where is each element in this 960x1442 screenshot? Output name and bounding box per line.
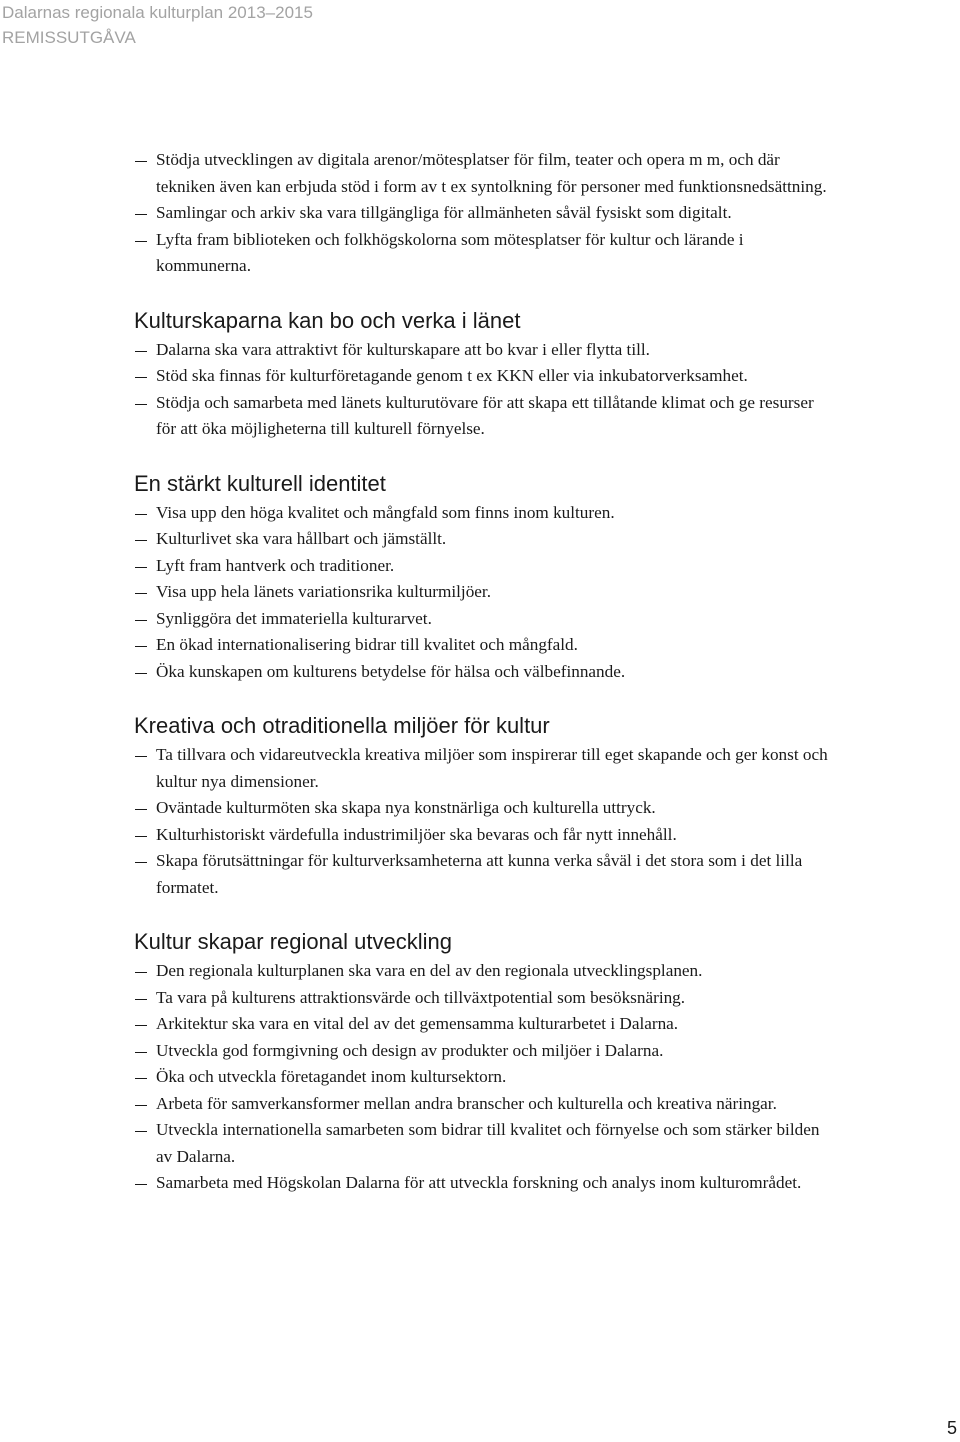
list-item bbox=[134, 742, 834, 795]
page-number: 5 bbox=[946, 1418, 957, 1438]
document-title: Dalarnas regionala kulturplan 2013–2015 bbox=[2, 3, 313, 22]
list-item-text: Visa upp den höga kvalitet och mångfald som finns inom kulturen. bbox=[156, 502, 615, 522]
list-item-text: Öka och utveckla företagandet inom kultursektorn. bbox=[156, 1067, 507, 1086]
dash-bullet-icon bbox=[135, 377, 147, 378]
dash-bullet-icon bbox=[135, 593, 147, 594]
dash-bullet-icon bbox=[135, 836, 147, 837]
dash-bullet-icon bbox=[135, 1105, 147, 1106]
list-item-text: Arbeta för samverkansformer mellan andra branscher och kulturella och kreativa näringar. bbox=[156, 1093, 777, 1113]
list-item-text: Dalarna ska vara attraktivt för kulturskapare att bo kvar i eller flytta till. bbox=[156, 339, 650, 359]
list-item-text: Stöd ska finnas för kulturföretagande genom t ex KKN eller via inkubatorverksamhet. bbox=[156, 366, 748, 385]
list-item bbox=[134, 1117, 834, 1170]
list-item bbox=[134, 526, 834, 553]
list-item-text: Oväntade kulturmöten ska skapa nya konstnärliga och kulturella uttryck. bbox=[156, 798, 656, 817]
dash-bullet-icon bbox=[135, 1131, 147, 1132]
list-item bbox=[134, 227, 834, 280]
list-item bbox=[134, 985, 834, 1012]
dash-bullet-icon bbox=[135, 214, 147, 215]
dash-bullet-icon bbox=[135, 809, 147, 810]
dash-bullet-icon bbox=[135, 1078, 147, 1079]
list-item bbox=[134, 500, 834, 527]
list-item bbox=[134, 632, 834, 659]
dash-bullet-icon bbox=[135, 241, 147, 242]
bullet-list bbox=[134, 958, 834, 1197]
dash-bullet-icon bbox=[135, 161, 147, 162]
dash-bullet-icon bbox=[135, 1052, 147, 1053]
list-item-text: Synliggöra det immateriella kulturarvet. bbox=[156, 608, 432, 628]
section bbox=[134, 711, 834, 901]
section bbox=[134, 469, 834, 686]
list-item-text: Stödja och samarbeta med länets kulturutövare för att skapa ett tillåtande klimat och ge resurser för att öka möjligheterna till kulturell förnyelse. bbox=[156, 392, 814, 438]
list-item-text: Den regionala kulturplanen ska vara en del av den regionala utvecklingsplanen. bbox=[156, 961, 703, 980]
list-item bbox=[134, 1064, 834, 1091]
list-item bbox=[134, 1091, 834, 1118]
list-item bbox=[134, 848, 834, 901]
dash-bullet-icon bbox=[135, 351, 147, 352]
section-heading: Kreativa och otraditionella miljöer för kultur bbox=[134, 713, 550, 738]
list-item bbox=[134, 553, 834, 580]
list-item bbox=[134, 363, 834, 390]
dash-bullet-icon bbox=[135, 756, 147, 757]
list-item bbox=[134, 795, 834, 822]
document-edition: REMISSUTGÅVA bbox=[2, 28, 136, 47]
main-content bbox=[134, 147, 834, 1223]
bullet-list bbox=[134, 500, 834, 686]
list-item-text: Kulturhistoriskt värdefulla industrimiljöer ska bevaras och får nytt innehåll. bbox=[156, 824, 677, 844]
dash-bullet-icon bbox=[135, 1184, 147, 1185]
section bbox=[134, 306, 834, 443]
dash-bullet-icon bbox=[135, 404, 147, 405]
section-heading: Kulturskaparna kan bo och verka i länet bbox=[134, 307, 521, 333]
dash-bullet-icon bbox=[135, 567, 147, 568]
running-header bbox=[2, 0, 313, 50]
list-item-text: Kulturlivet ska vara hållbart och jämställt. bbox=[156, 529, 447, 548]
list-item bbox=[134, 147, 834, 200]
dash-bullet-icon bbox=[135, 862, 147, 863]
list-item bbox=[134, 958, 834, 985]
list-item-text: Ta vara på kulturens attraktionsvärde och tillväxtpotential som besöksnäring. bbox=[156, 987, 686, 1007]
dash-bullet-icon bbox=[135, 540, 147, 541]
list-item-text: Utveckla internationella samarbeten som bidrar till kvalitet och förnyelse och som stärker bilden av Dalarna. bbox=[156, 1120, 820, 1166]
list-item bbox=[134, 606, 834, 633]
dash-bullet-icon bbox=[135, 514, 147, 515]
list-item-text: Ta tillvara och vidareutveckla kreativa miljöer som inspirerar till eget skapande och ger konst och kultur nya dimensioner. bbox=[156, 745, 828, 791]
list-item-text: Arkitektur ska vara en vital del av det gemensamma kulturarbetet i Dalarna. bbox=[156, 1014, 679, 1033]
list-item bbox=[134, 822, 834, 849]
dash-bullet-icon bbox=[135, 620, 147, 621]
list-item-text: Visa upp hela länets variationsrika kulturmiljöer. bbox=[156, 582, 491, 601]
list-item bbox=[134, 390, 834, 443]
list-item-text: Skapa förutsättningar för kulturverksamheterna att kunna verka såväl i det stora som i det lilla formatet. bbox=[156, 851, 803, 897]
list-item bbox=[134, 579, 834, 606]
list-item-text: Utveckla god formgivning och design av produkter och miljöer i Dalarna. bbox=[156, 1040, 664, 1060]
dash-bullet-icon bbox=[135, 999, 147, 1000]
section-heading: Kultur skapar regional utveckling bbox=[134, 929, 452, 954]
section bbox=[134, 147, 834, 280]
bullet-list bbox=[134, 742, 834, 901]
list-item-text: Samlingar och arkiv ska vara tillgängliga för allmänheten såväl fysiskt som digitalt. bbox=[156, 203, 732, 222]
bullet-list bbox=[134, 147, 834, 280]
section-heading: En stärkt kulturell identitet bbox=[134, 470, 386, 496]
dash-bullet-icon bbox=[135, 646, 147, 647]
list-item-text: Stödja utvecklingen av digitala arenor/mötesplatser för film, teater och opera m m, och där tekniken även kan erbjuda stöd i form av t ex syntolkning för personer med funktionsnedsättning. bbox=[156, 150, 827, 196]
section bbox=[134, 927, 834, 1197]
list-item bbox=[134, 1011, 834, 1038]
list-item-text: Samarbeta med Högskolan Dalarna för att utveckla forskning och analys inom kulturområdet. bbox=[156, 1173, 802, 1192]
dash-bullet-icon bbox=[135, 673, 147, 674]
list-item bbox=[134, 659, 834, 686]
list-item-text: Lyfta fram biblioteken och folkhögskolorna som mötesplatser för kultur och lärande i kommunerna. bbox=[156, 229, 744, 275]
dash-bullet-icon bbox=[135, 972, 147, 973]
dash-bullet-icon bbox=[135, 1025, 147, 1026]
list-item bbox=[134, 200, 834, 227]
list-item bbox=[134, 1170, 834, 1197]
bullet-list bbox=[134, 337, 834, 443]
list-item bbox=[134, 337, 834, 364]
list-item bbox=[134, 1038, 834, 1065]
list-item-text: En ökad internationalisering bidrar till kvalitet och mångfald. bbox=[156, 635, 578, 654]
list-item-text: Lyft fram hantverk och traditioner. bbox=[156, 555, 395, 575]
list-item-text: Öka kunskapen om kulturens betydelse för hälsa och välbefinnande. bbox=[156, 661, 626, 681]
